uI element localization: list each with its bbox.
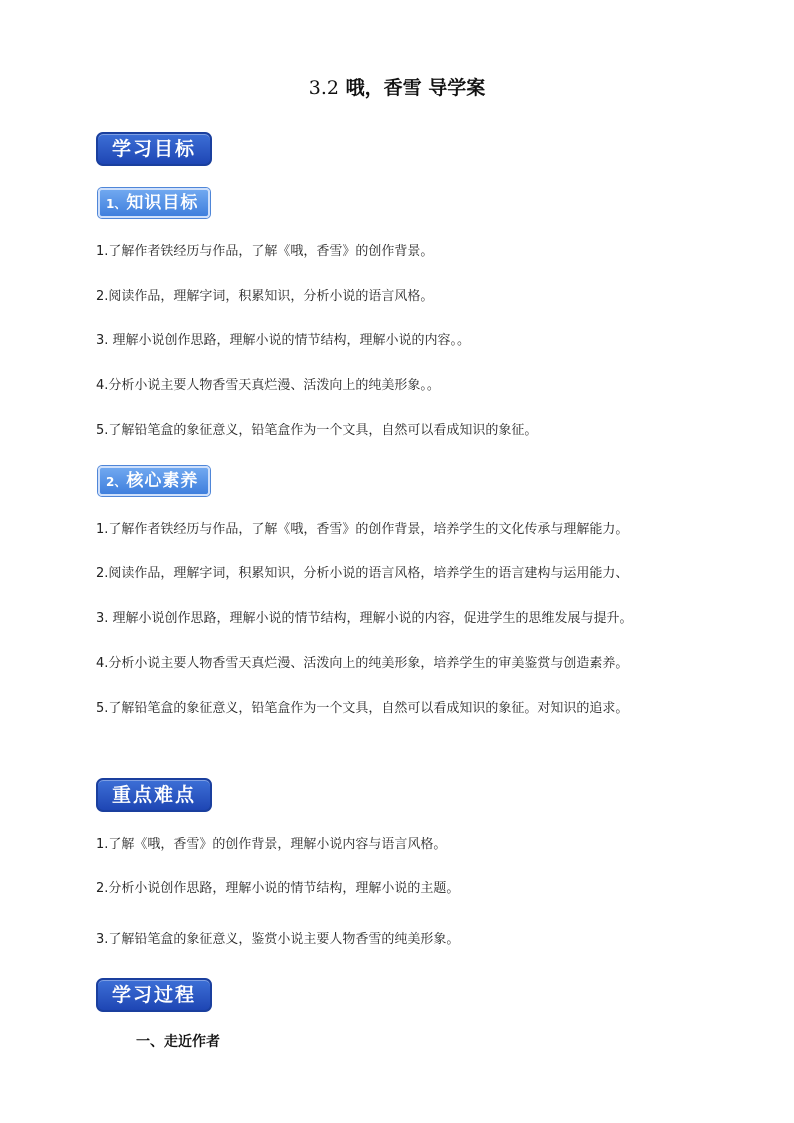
core-item-4: 4.分析小说主要人物香雪天真烂漫、活泼向上的纯美形象，培养学生的审美鉴赏与创造素养。 xyxy=(96,656,629,671)
document-title xyxy=(0,73,794,100)
core-item-5: 5.了解铅笔盒的象征意义，铅笔盒作为一个文具，自然可以看成知识的象征。对知识的追求。 xyxy=(96,701,629,716)
keypoint-item-2: 2.分析小说创作思路，理解小说的情节结构，理解小说的主题。 xyxy=(96,881,460,896)
banner-key-points: 重点难点 xyxy=(96,778,212,812)
banner-learning-process: 学习过程 xyxy=(96,978,212,1012)
subheading-knowledge-objectives xyxy=(98,188,210,218)
knowledge-item-4: 4.分析小说主要人物香雪天真烂漫、活泼向上的纯美形象。。 xyxy=(96,378,440,393)
knowledge-item-1: 1.了解作者铁经历与作品，了解《哦，香雪》的创作背景。 xyxy=(96,244,434,259)
title-text: 哦，香雪 导学案 xyxy=(345,77,486,99)
section-heading-author: 一、走近作者 xyxy=(136,1034,220,1050)
knowledge-item-3: 3. 理解小说创作思路，理解小说的情节结构，理解小说的内容。。 xyxy=(96,333,471,348)
subheading-number: 2、 xyxy=(106,475,127,489)
subheading-core-literacy xyxy=(98,466,210,496)
keypoint-item-1: 1.了解《哦，香雪》的创作背景，理解小说内容与语言风格。 xyxy=(96,837,447,852)
core-item-3: 3. 理解小说创作思路，理解小说的情节结构，理解小说的内容，促进学生的思维发展与提升。 xyxy=(96,611,633,626)
keypoint-item-3: 3.了解铅笔盒的象征意义，鉴赏小说主要人物香雪的纯美形象。 xyxy=(96,932,460,947)
title-number: 3.2 xyxy=(308,77,339,99)
knowledge-item-5: 5.了解铅笔盒的象征意义，铅笔盒作为一个文具，自然可以看成知识的象征。 xyxy=(96,423,538,438)
subheading-number: 1、 xyxy=(106,197,127,211)
core-item-2: 2.阅读作品，理解字词，积累知识，分析小说的语言风格，培养学生的语言建构与运用能力、 xyxy=(96,566,629,581)
subheading-label: 知识目标 xyxy=(126,193,199,213)
knowledge-item-2: 2.阅读作品，理解字词，积累知识，分析小说的语言风格。 xyxy=(96,289,434,304)
subheading-label: 核心素养 xyxy=(126,471,199,491)
banner-learning-objectives: 学习目标 xyxy=(96,132,212,166)
core-item-1: 1.了解作者铁经历与作品，了解《哦，香雪》的创作背景，培养学生的文化传承与理解能力。 xyxy=(96,522,629,537)
